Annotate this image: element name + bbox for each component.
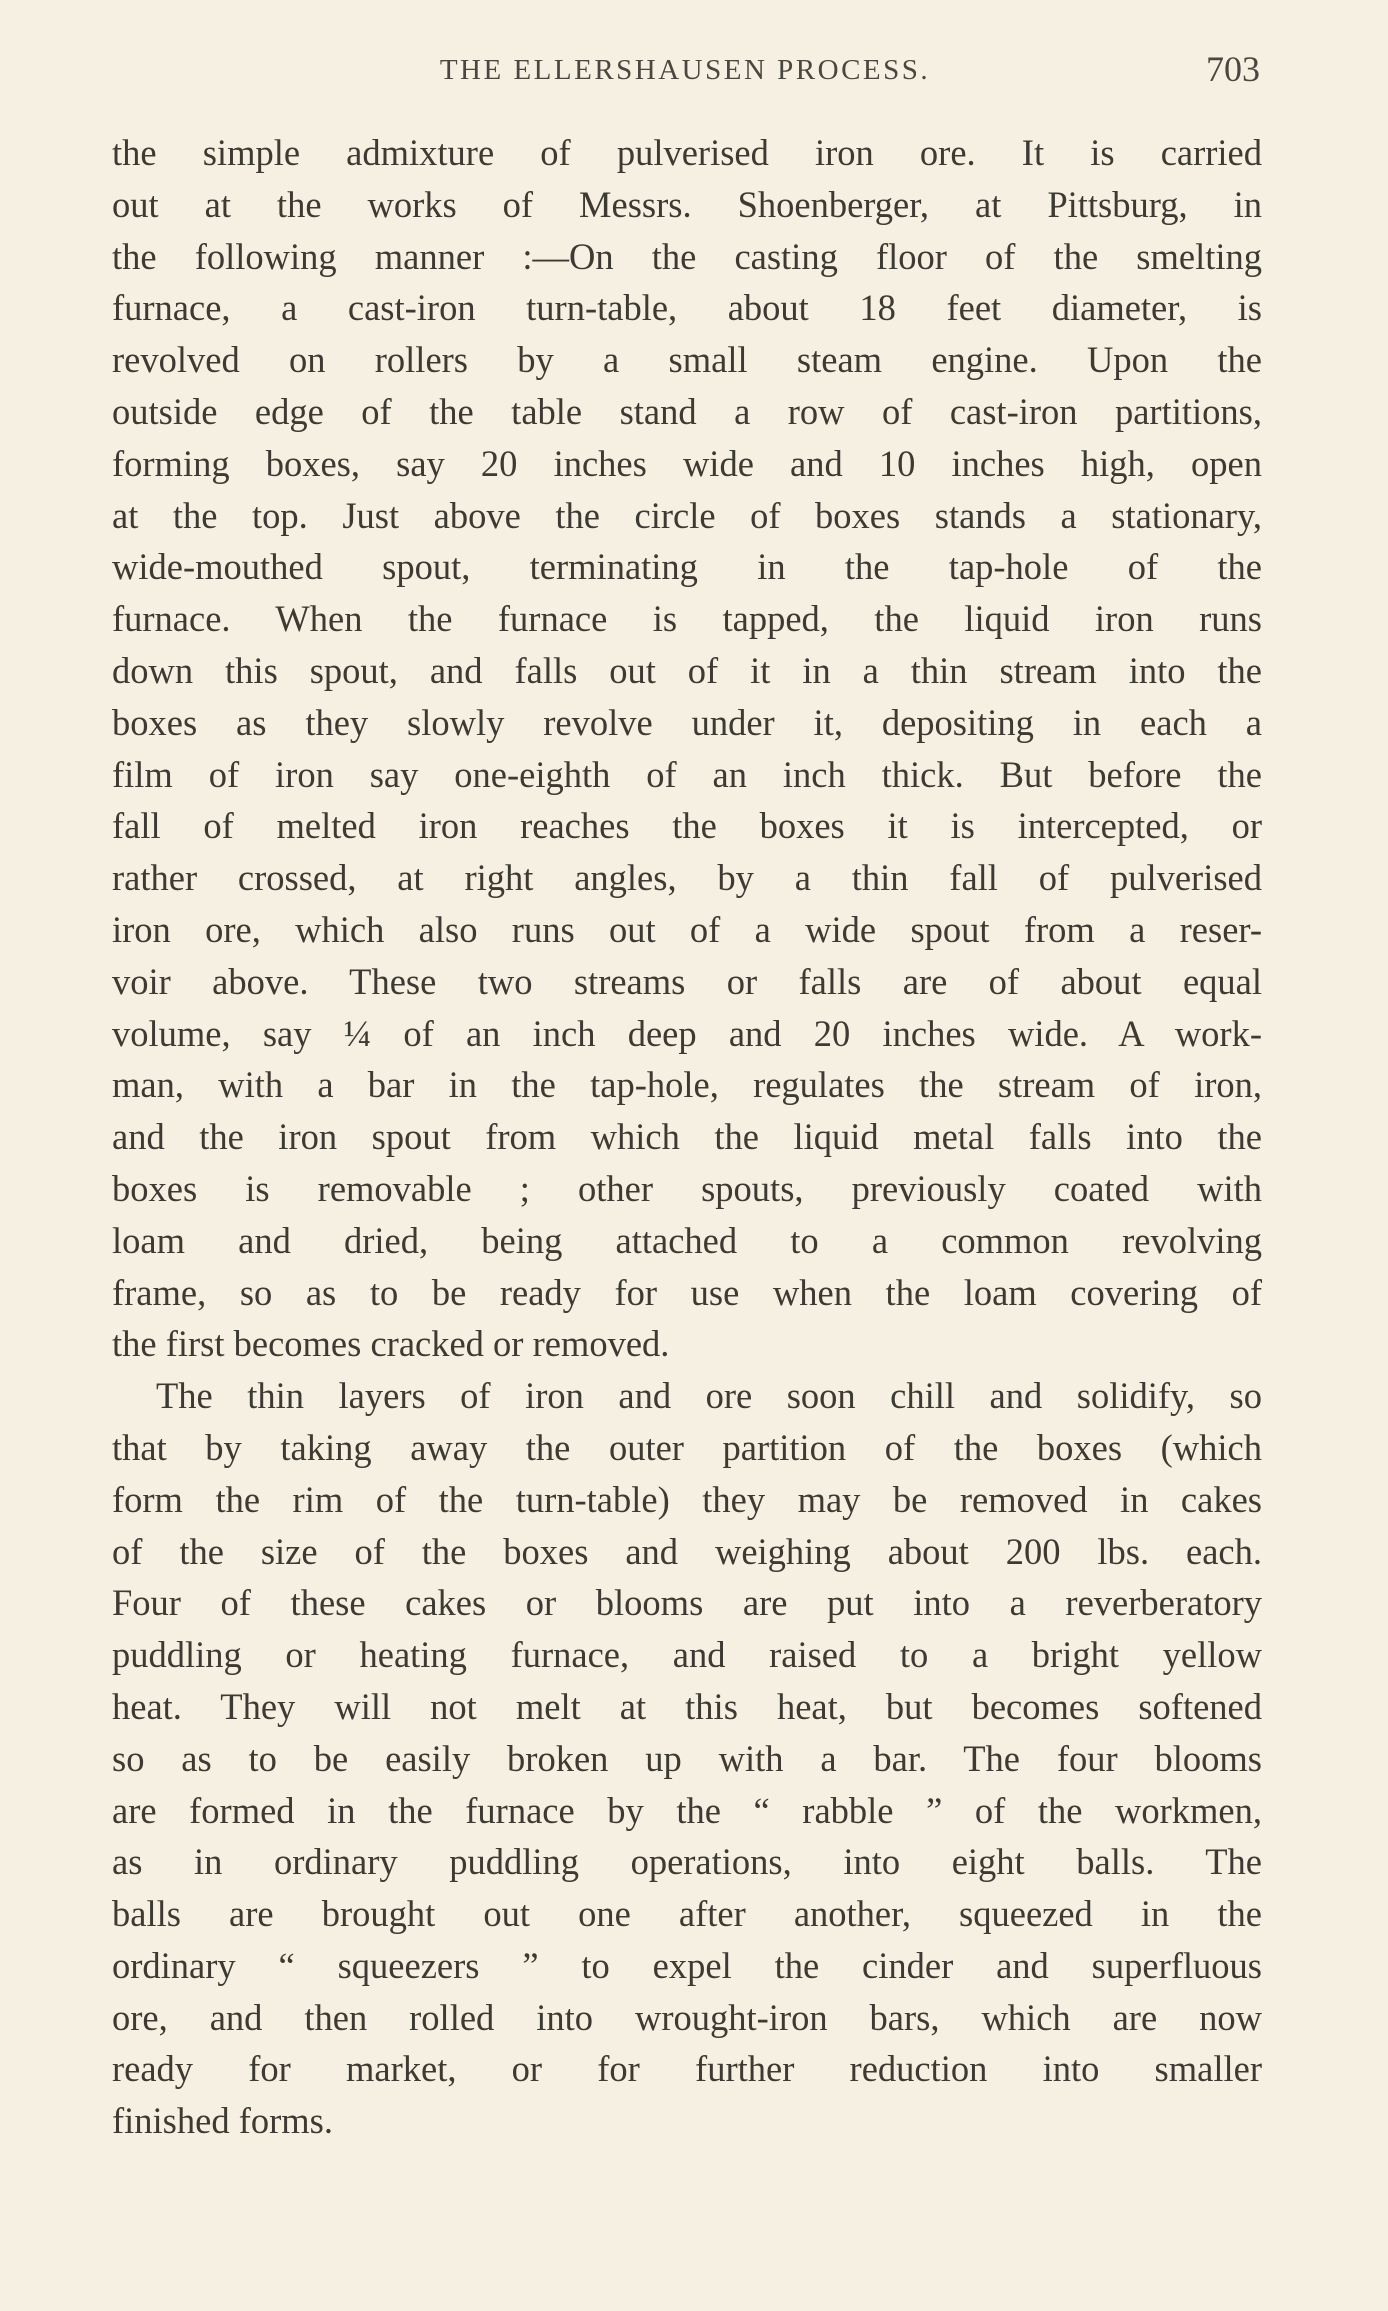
text-line: fall of melted iron reaches the boxes it is intercepted, or — [112, 805, 1262, 847]
text-line: iron ore, which also runs out of a wide spout from a reser- — [112, 908, 1262, 950]
text-line: the first becomes cracked or removed. — [112, 1323, 670, 1365]
text-line: ore, and then rolled into wrought-iron bars, which are now — [112, 1996, 1262, 2038]
text-line: heat. They will not melt at this heat, but becomes softened — [112, 1685, 1262, 1727]
running-head — [110, 48, 1260, 98]
text-line: furnace, a cast-iron turn-table, about 18 feet diameter, is — [112, 287, 1262, 329]
text-line: wide-mouthed spout, terminating in the tap-hole of the — [112, 546, 1262, 588]
text-line: rather crossed, at right angles, by a thin fall of pulverised — [112, 857, 1262, 899]
text-line: man, with a bar in the tap-hole, regulates the stream of iron, — [112, 1064, 1262, 1106]
text-line: Four of these cakes or blooms are put into a reverberatory — [112, 1582, 1262, 1624]
text-line: film of iron say one-eighth of an inch thick. But before the — [112, 753, 1262, 795]
paragraph-2 — [112, 1370, 1262, 2147]
text-line: are formed in the furnace by the “ rabble ” of the workmen, — [112, 1789, 1262, 1831]
running-title: THE ELLERSHAUSEN PROCESS. — [439, 54, 931, 86]
text-line: and the iron spout from which the liquid metal falls into the — [112, 1116, 1262, 1158]
text-line: frame, so as to be ready for use when the loam covering of — [112, 1271, 1262, 1313]
text-line: the following manner :—On the casting floor of the smelting — [112, 235, 1262, 277]
text-line: ordinary “ squeezers ” to expel the cinder and superfluous — [112, 1944, 1262, 1986]
text-line: voir above. These two streams or falls are of about equal — [112, 960, 1262, 1002]
text-line: boxes as they slowly revolve under it, depositing in each a — [112, 701, 1262, 743]
text-line: form the rim of the turn-table) they may be removed in cakes — [112, 1478, 1262, 1520]
text-line: that by taking away the outer partition of the boxes (which — [112, 1426, 1262, 1468]
text-line: as in ordinary puddling operations, into eight balls. The — [112, 1841, 1262, 1883]
text-line: volume, say ¼ of an inch deep and 20 inches wide. A work- — [112, 1012, 1262, 1054]
text-line: out at the works of Messrs. Shoenberger, at Pittsburg, in — [112, 183, 1262, 225]
text-line: so as to be easily broken up with a bar. The four blooms — [112, 1737, 1262, 1779]
paragraph-1 — [112, 127, 1262, 1370]
text-line: forming boxes, say 20 inches wide and 10 inches high, open — [112, 442, 1262, 484]
text-line: balls are brought out one after another, squeezed in the — [112, 1893, 1262, 1935]
text-line: boxes is removable ; other spouts, previously coated with — [112, 1167, 1262, 1209]
text-line: outside edge of the table stand a row of cast-iron partitions, — [112, 390, 1262, 432]
text-line: down this spout, and falls out of it in a thin stream into the — [112, 649, 1262, 691]
text-line: of the size of the boxes and weighing about 200 lbs. each. — [112, 1530, 1262, 1572]
text-line: revolved on rollers by a small steam engine. Upon the — [112, 339, 1262, 381]
text-line: ready for market, or for further reduction into smaller — [112, 2048, 1262, 2090]
body-text — [112, 127, 1262, 2147]
text-line: loam and dried, being attached to a common revolving — [112, 1219, 1262, 1261]
text-line: finished forms. — [112, 2100, 333, 2142]
text-line: puddling or heating furnace, and raised to a bright yellow — [112, 1634, 1262, 1676]
page-number: 703 — [1206, 49, 1260, 89]
text-line: furnace. When the furnace is tapped, the liquid iron runs — [112, 598, 1262, 640]
text-line: the simple admixture of pulverised iron ore. It is carried — [112, 132, 1262, 173]
text-line: The thin layers of iron and ore soon chill and solidify, so — [156, 1375, 1262, 1417]
text-line: at the top. Just above the circle of boxes stands a stationary, — [112, 494, 1262, 536]
